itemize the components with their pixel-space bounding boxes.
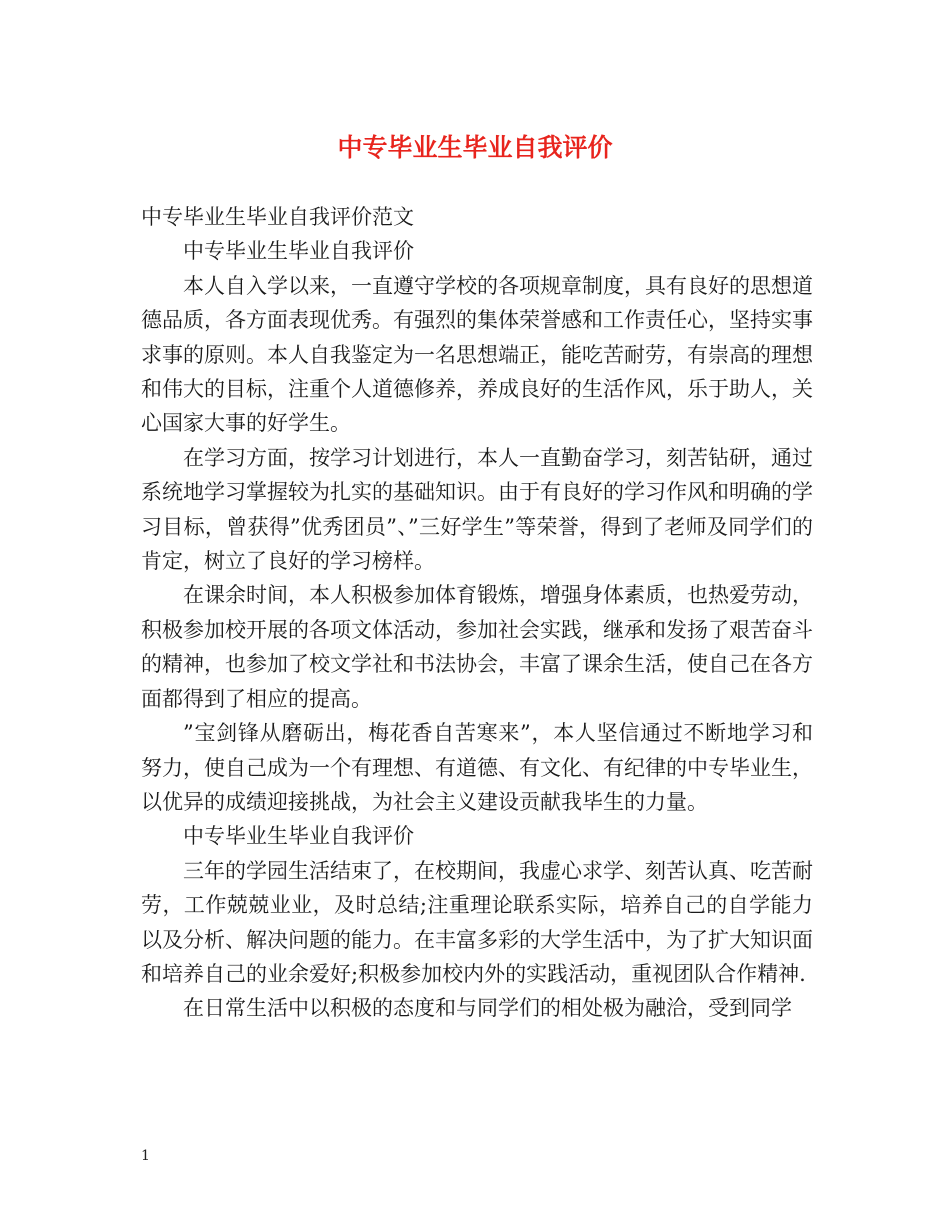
document-title: 中专毕业生毕业自我评价 xyxy=(337,133,613,162)
section-heading: 中专毕业生毕业自我评价 xyxy=(183,824,414,849)
paragraph: ”宝剑锋从磨砺出，梅花香自苦寒来”，本人坚信通过不断地学习和努力，使自己成为一个有理想、有道德、有文化、有纪律的中专毕业生，以优异的成绩迎接挑战，为社会主义建设贡献我毕生的力量。 xyxy=(141,721,813,814)
page-number: 1 xyxy=(141,1148,150,1164)
section-heading: 中专毕业生毕业自我评价 xyxy=(183,239,414,264)
paragraph: 三年的学园生活结束了，在校期间，我虚心求学、刻苦认真、吃苦耐劳，工作兢兢业业，及时总结;注重理论联系实际，培养自己的自学能力以及分析、解决问题的能力。在丰富多彩的大学生活中，为了扩大知识面和培养自己的业余爱好;积极参加校内外的实践活动，重视团队合作精神. xyxy=(141,858,813,986)
paragraph: 本人自入学以来，一直遵守学校的各项规章制度，具有良好的思想道德品质，各方面表现优秀。有强烈的集体荣誉感和工作责任心，坚持实事求事的原则。本人自我鉴定为一名思想端正，能吃苦耐劳，有崇高的理想和伟大的目标，注重个人道德修养，养成良好的生活作风，乐于助人，关心国家大事的好学生。 xyxy=(141,273,813,436)
document-body xyxy=(141,200,813,1026)
paragraph: 在学习方面，按学习计划进行，本人一直勤奋学习，刻苦钻研，通过系统地学习掌握较为扎实的基础知识。由于有良好的学习作风和明确的学习目标，曾获得”优秀团员”、”三好学生”等荣誉，得到了老师及同学们的肯定，树立了良好的学习榜样。 xyxy=(141,445,813,574)
paragraph: 在课余时间，本人积极参加体育锻炼，增强身体素质，也热爱劳动，积极参加校开展的各项文体活动，参加社会实践，继承和发扬了艰苦奋斗的精神，也参加了校文学社和书法协会，丰富了课余生活，使自己在各方面都得到了相应的提高。 xyxy=(141,583,813,711)
paragraph: 中专毕业生毕业自我评价范文 xyxy=(141,205,414,229)
paragraph: 在日常生活中以积极的态度和与同学们的相处极为融洽，受到同学 xyxy=(183,996,792,1021)
